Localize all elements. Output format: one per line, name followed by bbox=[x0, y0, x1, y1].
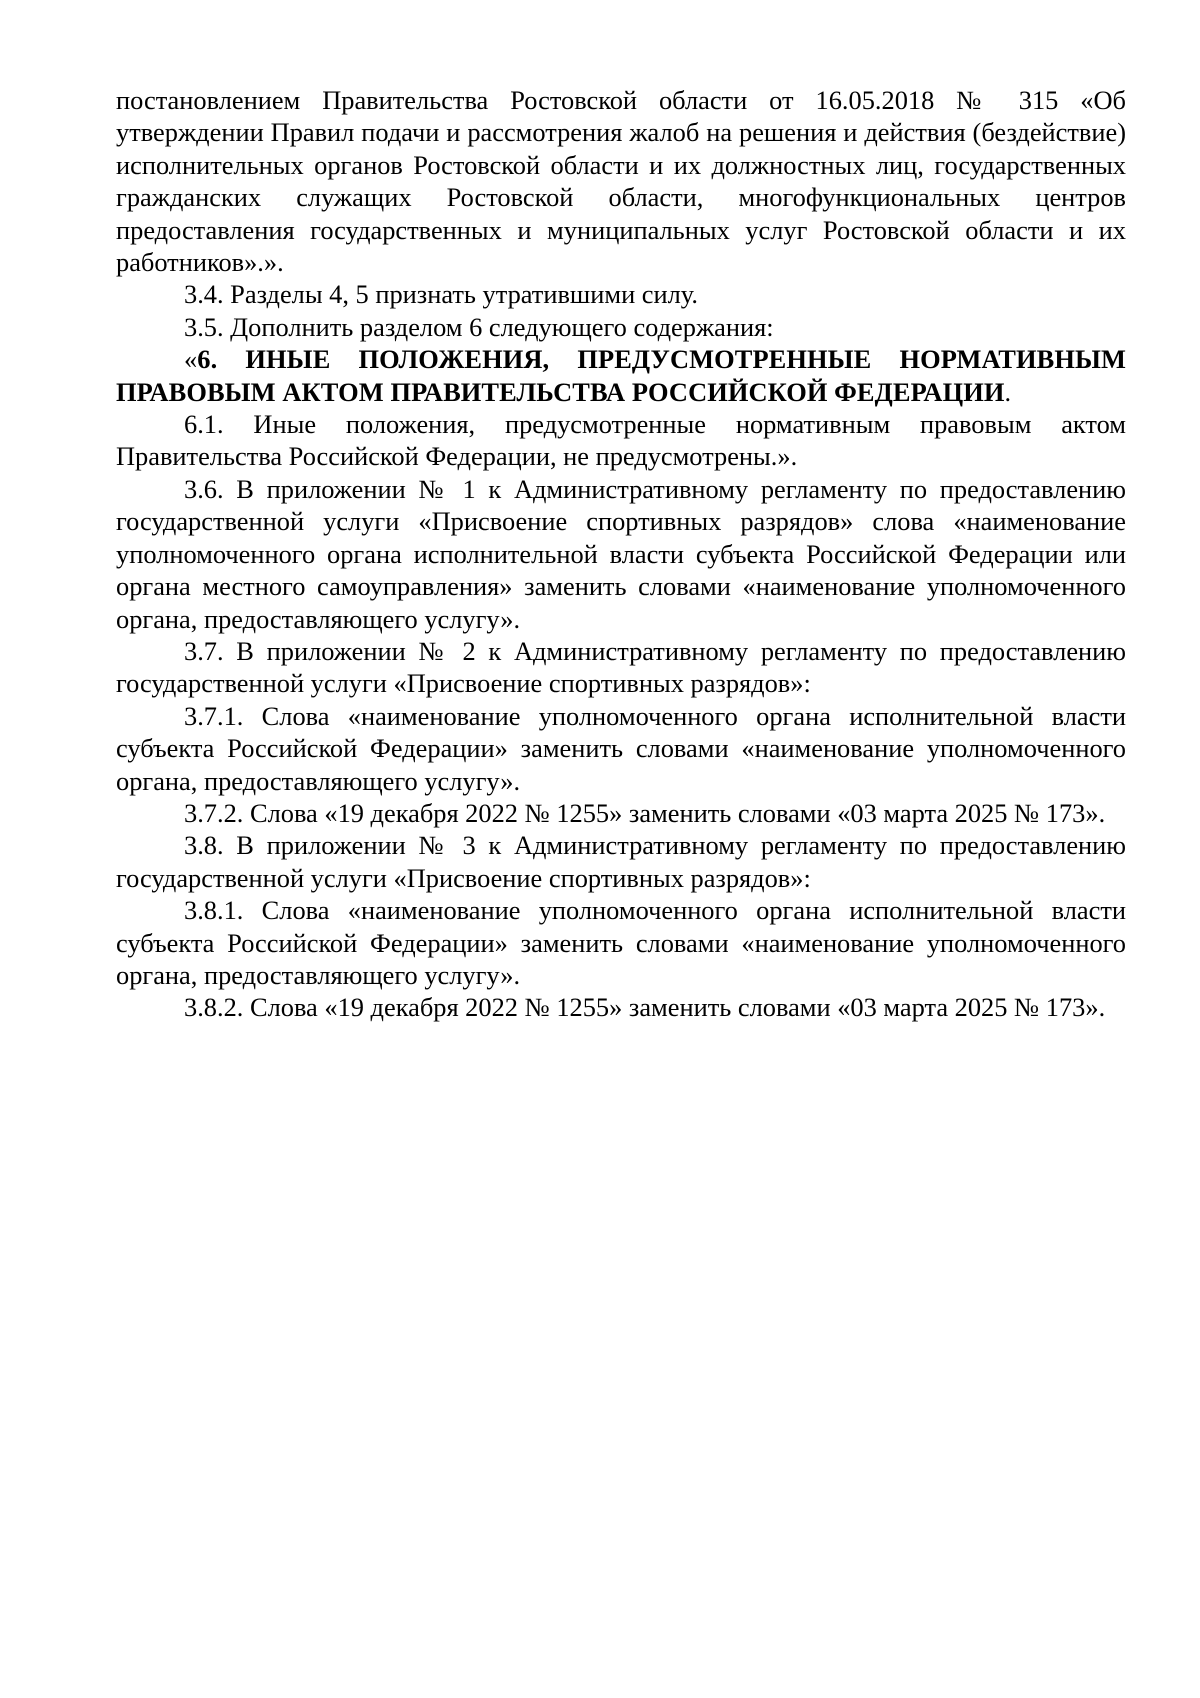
document-body bbox=[116, 84, 1126, 1024]
paragraph-3-8-1: 3.8.1. Слова «наименование уполномоченного органа исполнительной власти субъекта Российской Федерации» заменить словами «наименование уполномоченного органа, предоставляющего услугу». bbox=[116, 895, 1126, 990]
paragraph-3-4: 3.4. Разделы 4, 5 признать утратившими силу. bbox=[184, 279, 698, 310]
paragraph-3-7: 3.7. В приложении № 2 к Административному регламенту по предоставлению государственной услуги «Присвоение спортивных разрядов»: bbox=[116, 635, 1126, 699]
paragraph-3-7-2: 3.7.2. Слова «19 декабря 2022 № 1255» заменить словами «03 марта 2025 № 173». bbox=[184, 797, 1106, 828]
heading-text: 6. ИНЫЕ ПОЛОЖЕНИЯ, ПРЕДУСМОТРЕННЫЕ НОРМАТИВНЫМ ПРАВОВЫМ АКТОМ ПРАВИТЕЛЬСТВА РОССИЙСКОЙ ФЕДЕРАЦИИ bbox=[116, 344, 1126, 407]
paragraph-3-6: 3.6. В приложении № 1 к Административному регламенту по предоставлению государственной услуги «Присвоение спортивных разрядов» слова «наименование уполномоченного органа исполнительной власти субъекта Российской Федерации или органа местного самоуправления» заменить словами «наименование уполномоченного органа, предоставляющего услугу». bbox=[116, 473, 1126, 634]
heading-period: . bbox=[1004, 376, 1012, 407]
paragraph-3-5: 3.5. Дополнить разделом 6 следующего содержания: bbox=[184, 311, 774, 342]
paragraph-3-7-1: 3.7.1. Слова «наименование уполномоченного органа исполнительной власти субъекта Российской Федерации» заменить словами «наименование уполномоченного органа, предоставляющего услугу». bbox=[116, 700, 1126, 796]
paragraph-6-1: 6.1. Иные положения, предусмотренные нормативным правовым актом Правительства Российской Федерации, не предусмотрены.». bbox=[116, 409, 1126, 472]
paragraph-continuation: постановлением Правительства Ростовской области от 16.05.2018 № 315 «Об утверждении Правил подачи и рассмотрения жалоб на решения и действия (бездействие) исполнительных органов Ростовской области и их должностных лиц, государственных гражданских служащих Ростовской области, многофункциональных центров предоставления государственных и муниципальных услуг Ростовской области и их работников».». bbox=[116, 85, 1126, 278]
paragraph-3-8-2: 3.8.2. Слова «19 декабря 2022 № 1255» заменить словами «03 марта 2025 № 173». bbox=[184, 992, 1106, 1023]
paragraph-3-8: 3.8. В приложении № 3 к Административному регламенту по предоставлению государственной услуги «Присвоение спортивных разрядов»: bbox=[116, 830, 1126, 893]
heading-open-quote: « bbox=[184, 344, 198, 375]
section-6-heading bbox=[116, 343, 1126, 408]
